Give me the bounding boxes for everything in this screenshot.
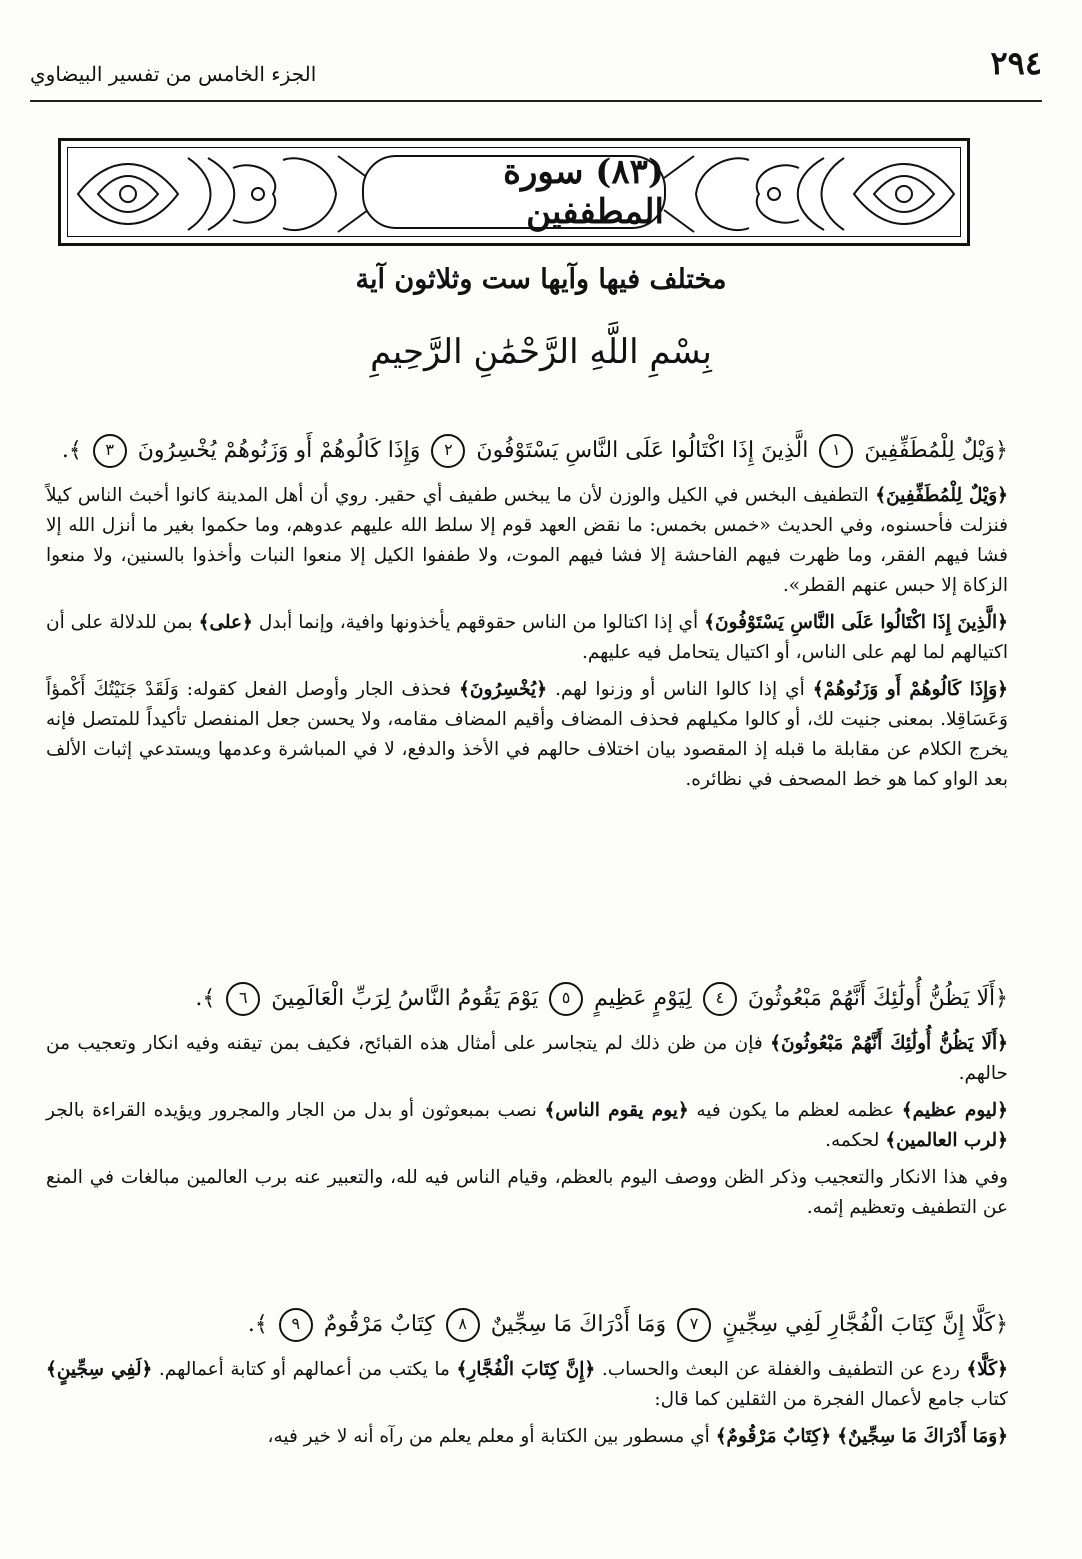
aya-number-marker: ٤	[703, 982, 737, 1016]
commentary-text: بمن للدلالة على أن اكتيالهم لما لهم على الناس، أو اكتيال يتحامل فيه عليهم.	[46, 612, 1008, 663]
commentary-paragraph	[46, 608, 1008, 668]
commentary-text: نصب بمبعوثون أو بدل من الجار والمجرور ويؤيده القراءة بالجر	[46, 1100, 537, 1121]
lemma: ﴿على﴾	[198, 612, 253, 633]
section-3	[46, 1302, 1008, 1459]
page-header	[30, 38, 1042, 102]
commentary-text: أي مسطور بين الكتابة أو معلم يعلم من رآه أنه لا خير فيه،	[267, 1426, 710, 1447]
verse-block-1	[46, 428, 1008, 474]
aya-number-marker: ٣	[93, 434, 127, 468]
verse-text: لِيَوْمٍ عَظِيمٍ	[594, 986, 692, 1011]
verse-text: كِتَابٌ مَرْقُومٌ	[323, 1312, 435, 1337]
commentary-text: التطفيف البخس في الكيل والوزن لأن ما يبخس طفيف أي حقير. روي أن أهل المدينة كانوا أخبث الناس كيلاً فنزلت فأحسنوه، وفي الحديث «خمس بخمس: ما نقض العهد قوم إلا سلط الله عليهم عدوهم، وما حكموا بغير ما أنزل الله إلا فشا فيهم الفقر، وما ظهرت فيهم الفاحشة إلا فشا فيهم الموت، ولا طففوا الكيل إلا منعوا النبات وأخذوا بالسنين، ولا منعوا الزكاة إلا حبس عنهم القطر».	[46, 485, 1008, 596]
surah-subtitle: مختلف فيها وآيها ست وثلاثون آية	[355, 264, 727, 295]
commentary-text: ما يكتب من أعمالهم أو كتابة أعمالهم.	[158, 1359, 450, 1380]
commentary-text: فإن من ظن ذلك لم يتجاسر على أمثال هذه القبائح، فكيف بمن تيقنه وفيه انكار وتعجيب من حالهم.	[46, 1033, 1008, 1084]
banner-frame	[67, 147, 961, 237]
aya-number-marker: ٢	[431, 434, 465, 468]
commentary-paragraph	[46, 1163, 1008, 1223]
section-2	[46, 976, 1008, 1230]
lemma: ﴿ليوم عظيم﴾	[901, 1100, 1008, 1121]
aya-number-marker: ٩	[279, 1308, 313, 1342]
verse-text: ﴿وَيْلٌ لِلْمُطَفِّفِينَ	[864, 438, 1008, 463]
lemma: ﴿الَّذِينَ إِذَا اكْتَالُوا عَلَى النَّاسِ يَسْتَوْفُونَ﴾	[704, 612, 1008, 633]
commentary-text: أي إذا اكتالوا من الناس حقوقهم يأخذونها وافية، وإنما أبدل	[258, 612, 699, 633]
commentary-text: ردع عن التطفيف والغفلة عن البعث والحساب.	[601, 1359, 960, 1380]
lemma: ﴿أَلَا يَظُنُّ أُولَٰئِكَ أَنَّهُمْ مَبْعُوثُونَ﴾	[770, 1033, 1008, 1054]
commentary-paragraph	[46, 481, 1008, 601]
section-1	[46, 428, 1008, 802]
verse-text: يَوْمَ يَقُومُ النَّاسُ لِرَبِّ الْعَالَمِينَ	[271, 986, 539, 1011]
aya-number-marker: ٦	[226, 982, 260, 1016]
aya-number-marker: ٧	[677, 1308, 711, 1342]
lemma: ﴿وَإِذَا كَالُوهُمْ أَو وَزَنُوهُمْ﴾	[812, 679, 1008, 700]
commentary-text: كتاب جامع لأعمال الفجرة من الثقلين كما قال:	[654, 1389, 1008, 1410]
page-number: ٢٩٤	[990, 44, 1042, 82]
verse-end: ﴾.	[247, 1312, 268, 1337]
lemma: ﴿لرب العالمين﴾	[885, 1130, 1008, 1151]
commentary-paragraph	[46, 1096, 1008, 1156]
lemma: ﴿وَمَا أَدْرَاكَ مَا سِجِّينٌ﴾	[837, 1426, 1008, 1447]
aya-number-marker: ٥	[549, 982, 583, 1016]
lemma: ﴿يُخْسِرُونَ﴾	[459, 679, 548, 700]
verse-block-3	[46, 1302, 1008, 1348]
lemma: ﴿لَفِي سِجِّينٍ﴾	[46, 1359, 153, 1380]
lemma: ﴿كِتَابٌ مَرْقُومٌ﴾	[715, 1426, 832, 1447]
verse-text: ﴿كَلَّا إِنَّ كِتَابَ الْفُجَّارِ لَفِي سِجِّينٍ	[722, 1312, 1008, 1337]
surah-cartouche	[362, 152, 666, 232]
commentary-text: أي إذا كالوا الناس أو وزنوا لهم.	[555, 679, 805, 700]
commentary-text: عظمه لعظم ما يكون فيه	[696, 1100, 895, 1121]
surah-banner	[58, 138, 970, 246]
verse-block-2	[46, 976, 1008, 1022]
aya-number-marker: ٨	[446, 1308, 480, 1342]
verse-text: وَمَا أَدْرَاكَ مَا سِجِّينٌ	[490, 1312, 667, 1337]
commentary-text: لحكمه.	[825, 1130, 880, 1151]
commentary-text: فحذف الجار وأوصل الفعل كقوله: وَلَقَدْ جَنَيْتُكَ أَكْمؤاً وَعَسَاقِلا. بمعنى جنيت لك، أو كالوا مكيلهم فحذف المضاف وأقيم المضاف مقامه، ولا يحسن جعل المنفصل تأكيداً للمتصل فإنه يخرج الكلام عن مقابلة ما قبله إذ المقصود بيان اختلاف حالهم في الأخذ والدفع، لا في المباشرة وعدمها ويستدعي إثبات الألف بعد الواو كما هو خط المصحف في نظائره.	[46, 679, 1008, 790]
commentary-paragraph	[46, 675, 1008, 795]
lemma: ﴿إِنَّ كِتَابَ الْفُجَّارِ﴾	[456, 1359, 596, 1380]
aya-number-marker: ١	[819, 434, 853, 468]
verse-text: وَإِذَا كَالُوهُمْ أَو وَزَنُوهُمْ يُخْسِرُونَ	[137, 438, 421, 463]
lemma: ﴿يوم يقوم الناس﴾	[544, 1100, 689, 1121]
lemma: ﴿وَيْلٌ لِلْمُطَفِّفِينَ﴾	[875, 485, 1008, 506]
verse-text: ﴿أَلَا يَظُنُّ أُولَٰئِكَ أَنَّهُمْ مَبْعُوثُونَ	[747, 986, 1008, 1011]
basmala: بِسْمِ اللَّهِ الرَّحْمَٰنِ الرَّحِيمِ	[370, 332, 712, 372]
commentary-paragraph	[46, 1355, 1008, 1415]
verse-text: الَّذِينَ إِذَا اكْتَالُوا عَلَى النَّاسِ يَسْتَوْفُونَ	[476, 438, 809, 463]
commentary-text: وفي هذا الانكار والتعجيب وذكر الظن ووصف اليوم بالعظم، وقيام الناس فيه لله، والتعبير عنه برب العالمين مبالغات في المنع عن التطفيف وتعظيم إثمه.	[46, 1167, 1008, 1218]
lemma: ﴿كَلَّا﴾	[966, 1359, 1008, 1380]
verse-end: ﴾.	[195, 986, 216, 1011]
commentary-paragraph	[46, 1029, 1008, 1089]
running-title: الجزء الخامس من تفسير البيضاوي	[30, 62, 317, 86]
verse-end: ﴾.	[61, 438, 82, 463]
commentary-paragraph	[46, 1422, 1008, 1452]
surah-title: (٨٣) سورة المطففين	[503, 152, 664, 232]
